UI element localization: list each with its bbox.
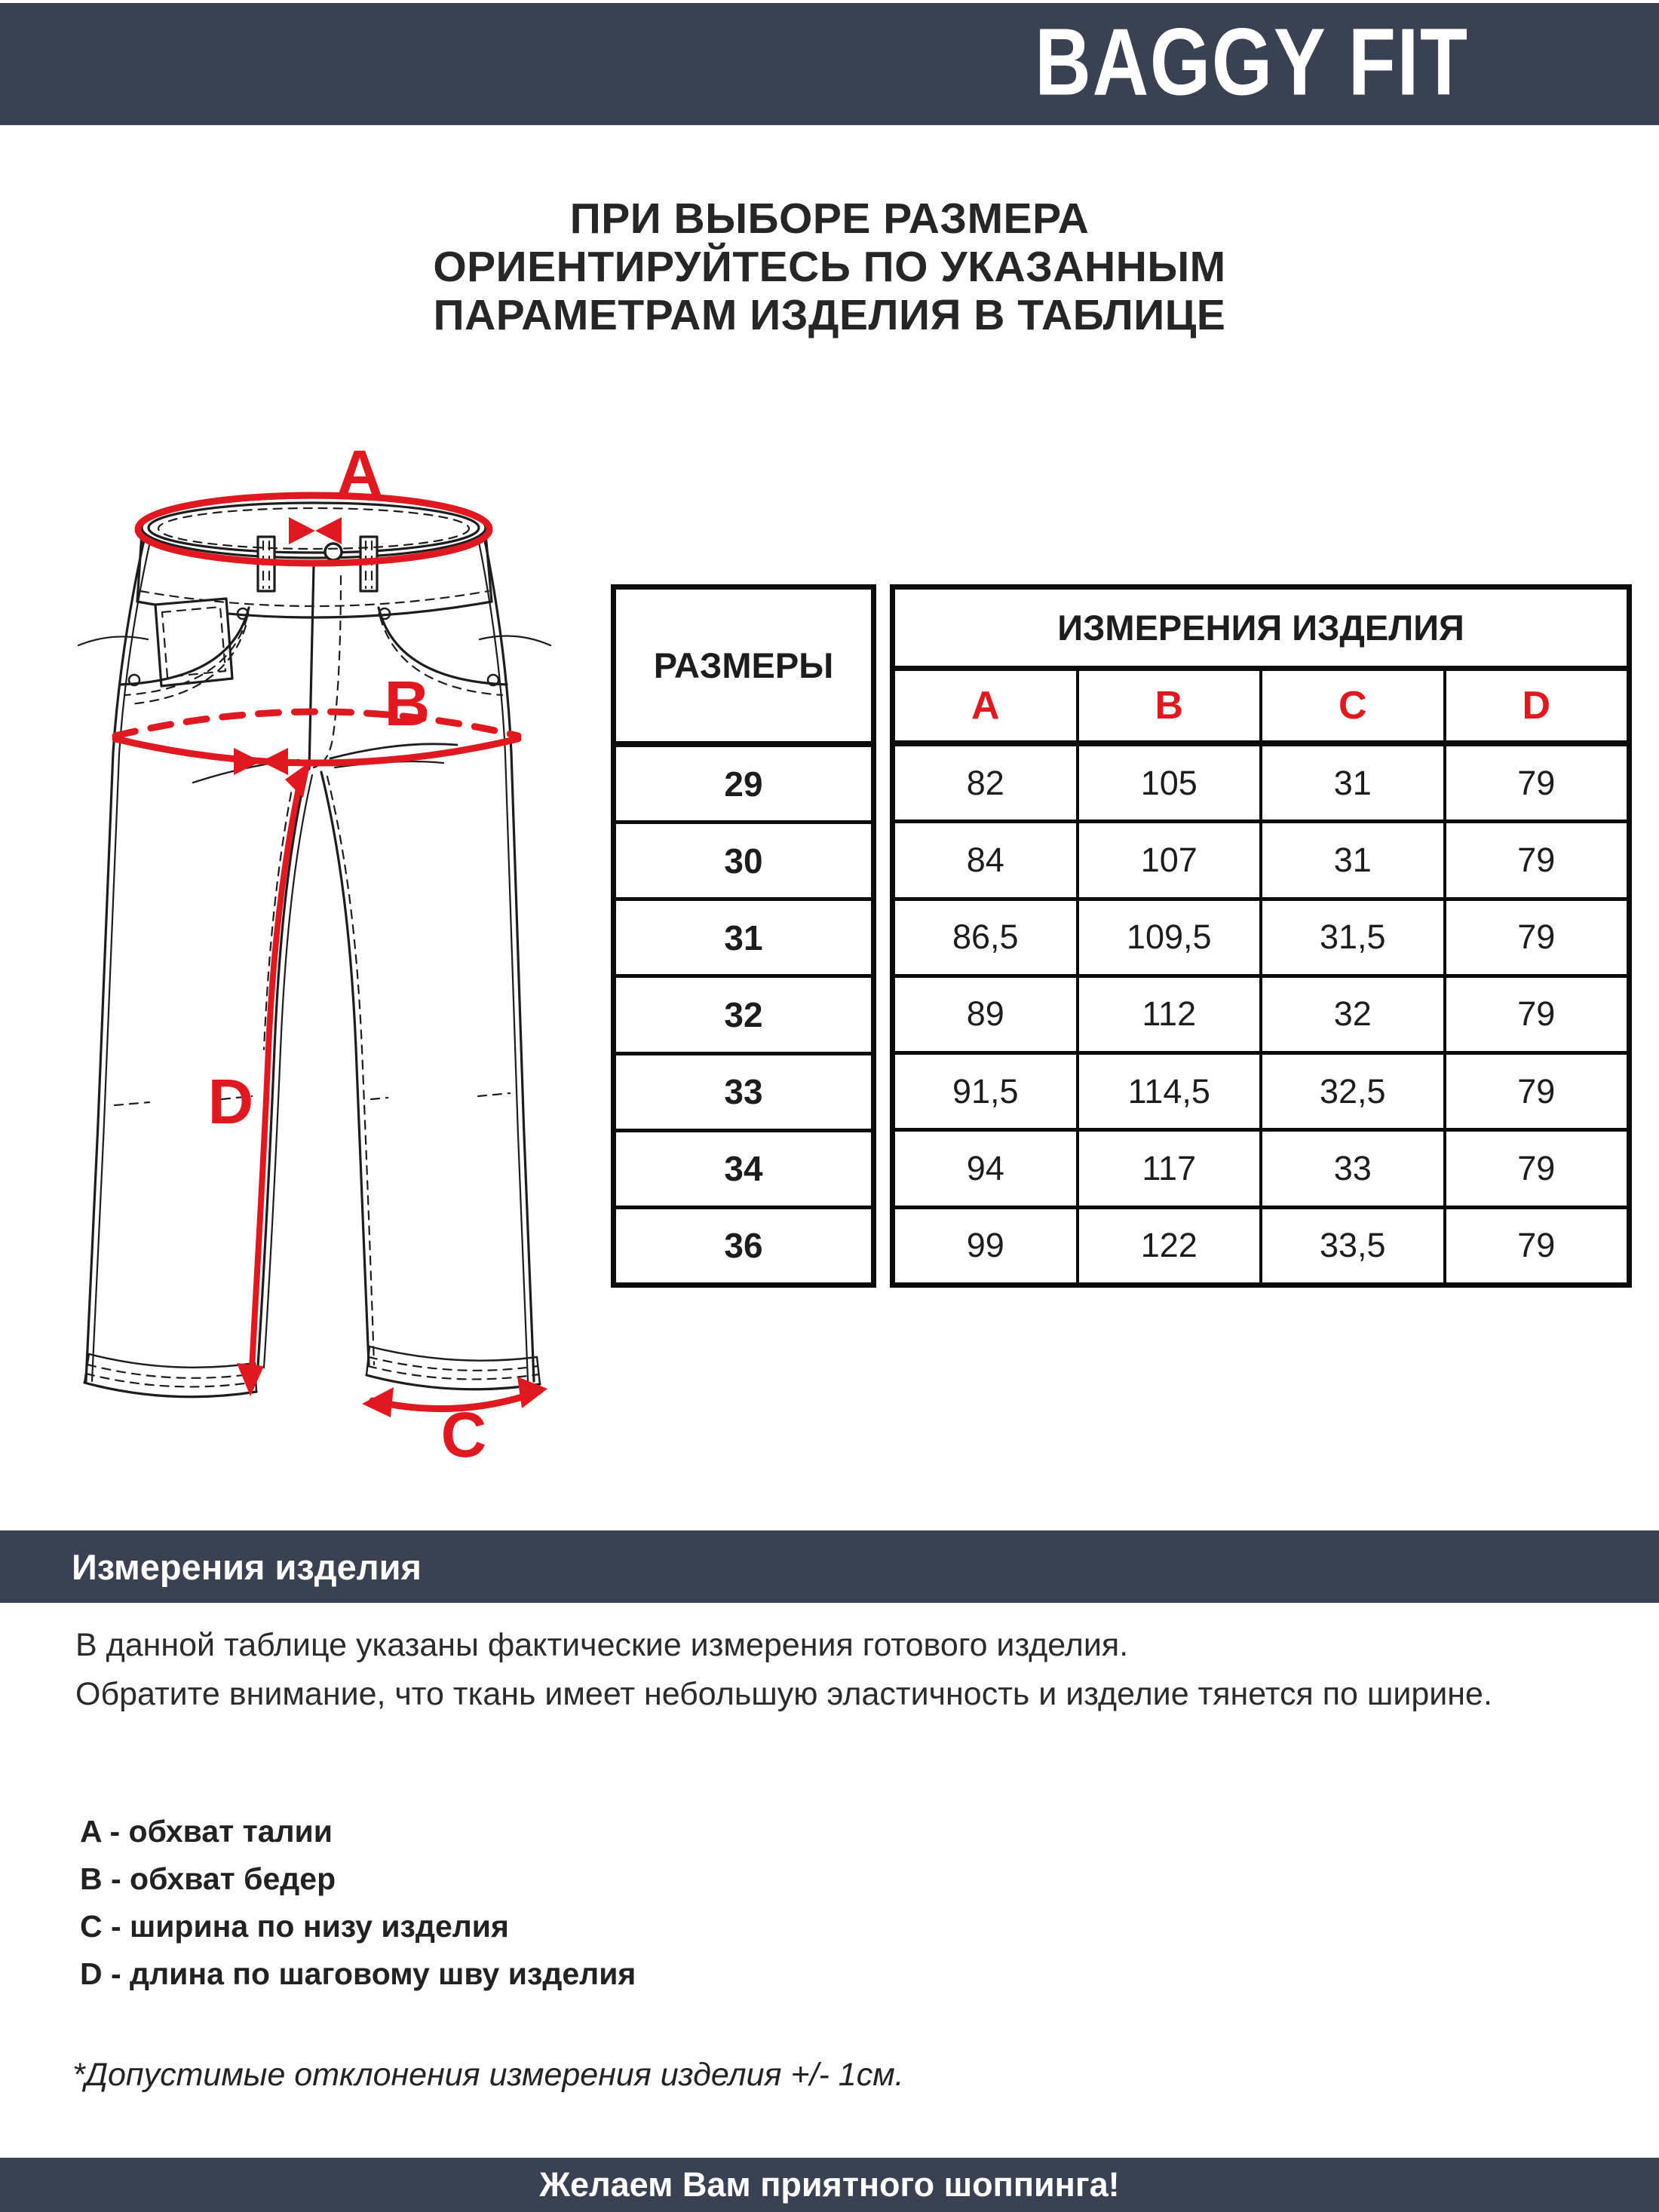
- intro-heading-line2: ОРИЕНТИРУЙТЕСЬ ПО УКАЗАННЫМ: [433, 243, 1226, 291]
- table-row: [895, 1055, 1627, 1132]
- value-cell: 117: [1079, 1132, 1263, 1205]
- size-row: 36: [724, 1226, 763, 1266]
- brand-title: BAGGY FIT: [1035, 8, 1469, 115]
- top-brand-bar: [0, 3, 1659, 125]
- value-cell: 86,5: [895, 901, 1079, 974]
- column-letter-a: A: [895, 671, 1079, 740]
- table-row: [895, 823, 1627, 900]
- size-row: 31: [616, 901, 871, 978]
- diagram-label-a: A: [336, 437, 383, 508]
- value-cell: 84: [895, 823, 1079, 896]
- value-cell: 89: [895, 978, 1079, 1051]
- value-cell: 33,5: [1262, 1209, 1446, 1282]
- tolerance-footnote: *Допустимые отклонения измерения изделия +/- 1см.: [72, 2057, 904, 2093]
- intro-heading-line1: ПРИ ВЫБОРЕ РАЗМЕРА: [569, 195, 1090, 243]
- value-cell: 99: [895, 1209, 1079, 1282]
- value-cell: 79: [1517, 1149, 1556, 1188]
- column-letter-b: B: [1079, 671, 1263, 740]
- value-cell: 79: [1517, 763, 1556, 802]
- description-paragraph-2: Обратите внимание, что ткань имеет небольшую эластичность и изделие тянется по ширине.: [75, 1676, 1492, 1712]
- sizes-table: [611, 584, 876, 1288]
- value-cell: 114,5: [1079, 1055, 1263, 1128]
- value-cell: 79: [1517, 918, 1556, 957]
- value-cell: 105: [1079, 746, 1263, 820]
- value-cell: 79: [1517, 840, 1556, 879]
- measure-b-ring: [115, 712, 518, 775]
- legend-item-a: A - обхват талии: [80, 1814, 333, 1849]
- value-cell: 31,5: [1262, 901, 1446, 974]
- value-cell: 33: [1262, 1132, 1446, 1205]
- table-row: [895, 1132, 1627, 1209]
- footer-bar: [0, 2158, 1659, 2212]
- value-cell: 31: [1262, 823, 1446, 896]
- section-bar: [0, 1530, 1659, 1603]
- sizes-table-header: РАЗМЕРЫ: [616, 590, 871, 747]
- table-row: [895, 901, 1627, 978]
- intro-heading: [0, 195, 1659, 339]
- value-cell: 107: [1079, 823, 1263, 896]
- column-letter-c: C: [1262, 671, 1446, 740]
- value-cell: 122: [1079, 1209, 1263, 1282]
- value-cell: 79: [1517, 994, 1556, 1034]
- value-cell: 32: [1262, 978, 1446, 1051]
- value-cell: 82: [895, 746, 1079, 820]
- value-cell: 32,5: [1262, 1055, 1446, 1128]
- value-cell: 79: [1517, 1226, 1556, 1265]
- diagram-label-c: C: [440, 1399, 487, 1470]
- measurement-legend: [80, 1808, 636, 1998]
- table-row: [895, 978, 1627, 1055]
- size-row: 32: [616, 978, 871, 1055]
- section-title: Измерения изделия: [72, 1546, 422, 1587]
- size-row: 34: [616, 1132, 871, 1209]
- table-row: [895, 746, 1627, 823]
- value-cell: 94: [895, 1132, 1079, 1205]
- measurements-table-header: ИЗМЕРЕНИЯ ИЗДЕЛИЯ: [895, 590, 1627, 671]
- description-paragraph-1: В данной таблице указаны фактические измерения готового изделия.: [75, 1627, 1129, 1663]
- diagram-label-d: D: [207, 1066, 254, 1137]
- value-cell: 91,5: [895, 1055, 1079, 1128]
- value-cell: 109,5: [1079, 901, 1263, 974]
- value-cell: 31: [1262, 746, 1446, 820]
- value-cell: 79: [1517, 1071, 1556, 1111]
- measurements-table: [890, 584, 1632, 1288]
- table-row: [895, 1209, 1627, 1282]
- intro-heading-line3: ПАРАМЕТРАМ ИЗДЕЛИЯ В ТАБЛИЦЕ: [433, 291, 1226, 339]
- size-row: 30: [616, 824, 871, 901]
- description-block: [75, 1627, 1591, 1725]
- pants-measurement-diagram: [0, 422, 664, 1478]
- legend-item-c: C - ширина по низу изделия: [80, 1909, 509, 1944]
- column-letter-d: D: [1522, 684, 1551, 728]
- measure-letters-row: [895, 671, 1627, 746]
- legend-item-d: D - длина по шаговому шву изделия: [80, 1956, 636, 1991]
- diagram-label-b: B: [384, 668, 431, 739]
- legend-item-b: B - обхват бедер: [80, 1861, 336, 1896]
- size-row: 29: [616, 747, 871, 824]
- value-cell: 112: [1079, 978, 1263, 1051]
- footer-message: Желаем Вам приятного шоппинга!: [539, 2165, 1120, 2204]
- size-row: 33: [616, 1055, 871, 1132]
